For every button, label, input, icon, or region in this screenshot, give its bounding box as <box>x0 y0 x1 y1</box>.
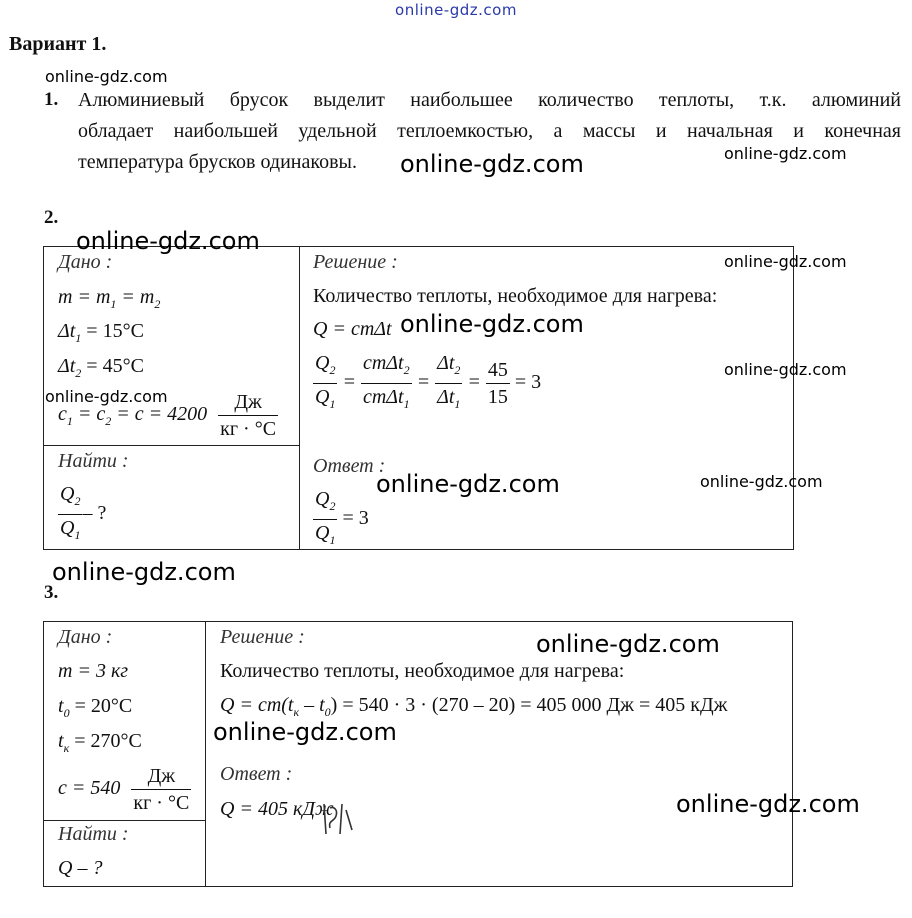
task3-divider-h <box>43 820 206 821</box>
task2-formula: Q = cmΔt <box>313 318 392 340</box>
task3-given-header: Дано : <box>58 626 113 648</box>
watermark: online-gdz.com <box>76 227 260 255</box>
task1-line-2: обладает наибольшей удельной теплоемкостью, а массы и начальная и конечная <box>78 120 901 142</box>
task1-line-3: температура брусков одинаковы. <box>78 151 357 173</box>
watermark: online-gdz.com <box>376 470 560 498</box>
watermark: online-gdz.com <box>700 472 823 491</box>
task3-answer-header: Ответ : <box>220 763 293 785</box>
handwritten-scribble <box>318 800 358 836</box>
task2-divider-v <box>299 246 300 549</box>
watermark: online-gdz.com <box>676 790 860 818</box>
watermark: online-gdz.com <box>45 67 168 86</box>
task2-ratio: $\frac{Q_2}{Q_1}$ = $\frac{cm\Delta t_2}{cm\Delta t_1}$ = $\frac{\Delta t_2}{\Delta t_1}$ = $\frac{45}{15}$ = 3 <box>315 352 542 411</box>
task3-formula: $Q = cm(t_к - t_0) = 540 \cdot 3 \cdot (270 - 20) = 405$ 000 Дж = 405 кДж <box>220 694 728 719</box>
task3-given-c: c = 540 $\frac{Дж}{кг \cdot ^\circ C}$ <box>58 765 190 814</box>
task1-number: 1. <box>44 89 59 110</box>
task2-given-mass: $m = m_1 = m_2$ <box>58 286 161 311</box>
task2-given-header: Дано : <box>58 251 113 273</box>
watermark: online-gdz.com <box>724 252 847 271</box>
task3-given-m: m = 3 кг <box>58 660 129 682</box>
task2-answer-header: Ответ : <box>313 455 386 477</box>
watermark: online-gdz.com <box>536 630 720 658</box>
variant-title: Вариант 1. <box>9 33 107 55</box>
watermark: online-gdz.com <box>400 150 584 178</box>
task2-find-value: $\frac{Q_2}{Q_1}$ – ? <box>60 483 107 542</box>
task3-number: 3. <box>44 582 59 603</box>
task2-solution-text: Количество теплоты, необходимое для нагрева: <box>313 285 718 307</box>
task1-line-1: Алюминиевый брусок выделит наибольшее количество теплоты, т.к. алюминий <box>78 89 901 111</box>
task3-solution-text: Количество теплоты, необходимое для нагрева: <box>220 660 625 682</box>
watermark: online-gdz.com <box>45 387 168 406</box>
task3-given-t0: $t_0 = 20^\circ C$ <box>58 695 133 720</box>
task3-given-tk: $t_к = 270^\circ C$ <box>58 730 142 755</box>
task2-find-header: Найти : <box>58 450 129 472</box>
top-watermark: online-gdz.com <box>395 1 517 19</box>
task2-given-c: $c_1 = c_2 = c = 4200$ $\frac{Дж}{кг \cdot ^\circ C}$ <box>58 391 277 440</box>
task3-answer-value: Q = 405 кДж <box>220 798 334 820</box>
task2-answer-value: $\frac{Q_2}{Q_1}$ = 3 <box>315 488 369 547</box>
watermark: online-gdz.com <box>724 144 847 163</box>
watermark: online-gdz.com <box>400 310 584 338</box>
task2-solution-header: Решение : <box>313 251 398 273</box>
task2-given-dt1: $\Delta t_1 = 15^\circ C$ <box>58 320 144 345</box>
watermark: online-gdz.com <box>52 558 236 586</box>
task2-given-dt2: $\Delta t_2 = 45^\circ C$ <box>58 355 144 380</box>
task3-solution-header: Решение : <box>220 626 305 648</box>
task2-number: 2. <box>44 207 59 228</box>
task3-find-value: Q – ? <box>58 857 103 879</box>
watermark: online-gdz.com <box>213 718 397 746</box>
task3-divider-v <box>205 621 206 886</box>
task3-find-header: Найти : <box>58 823 129 845</box>
task2-divider-h <box>43 445 300 446</box>
watermark: online-gdz.com <box>724 360 847 379</box>
